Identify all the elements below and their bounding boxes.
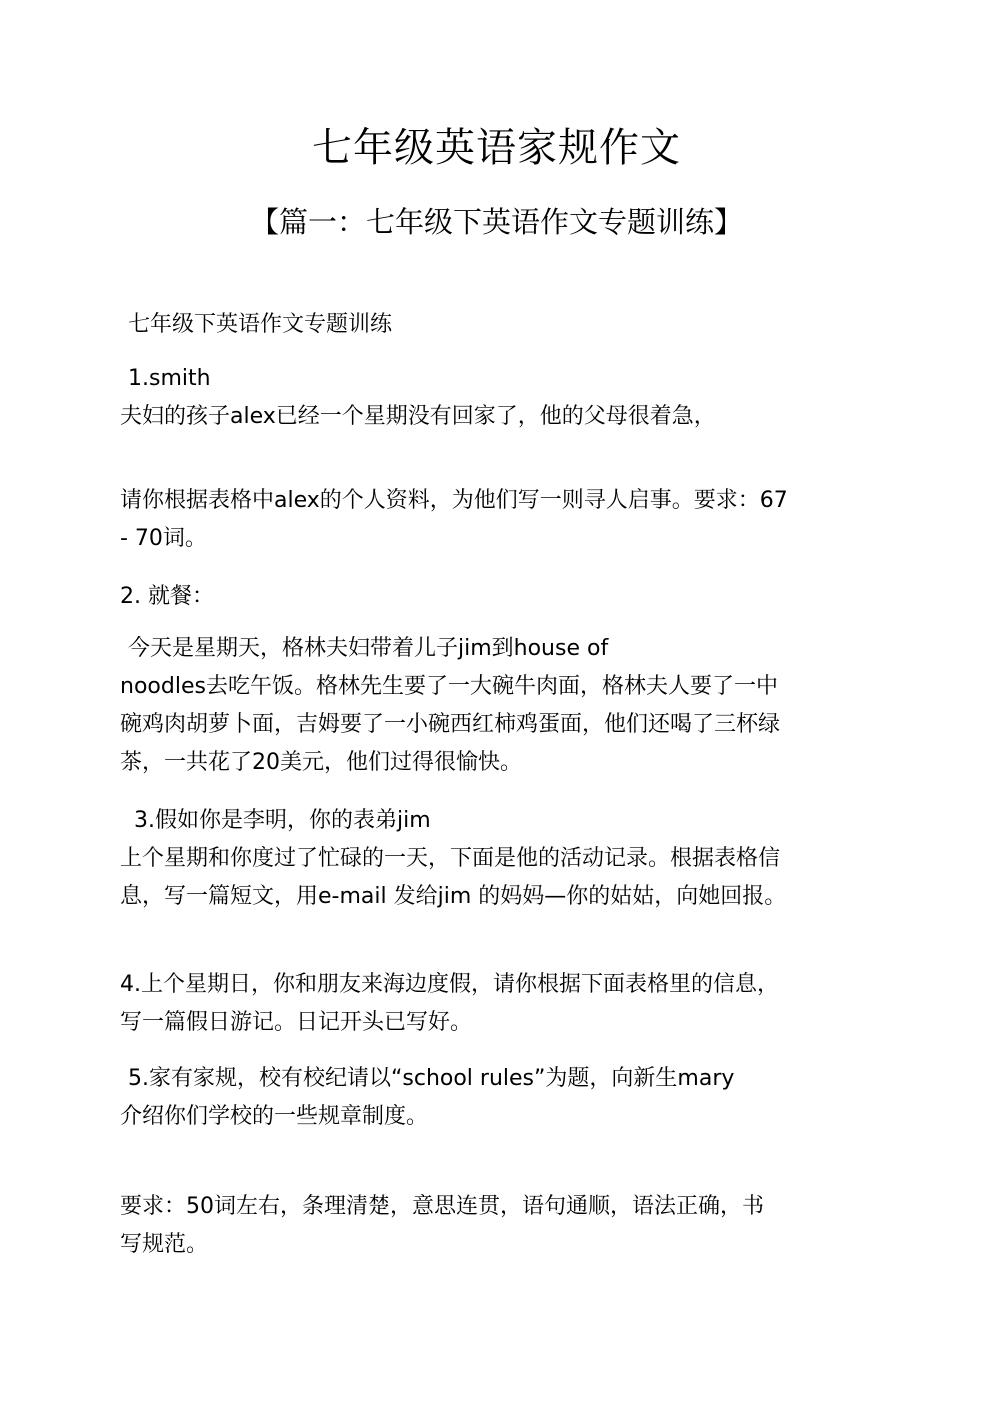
requirement-line-2: 写规范。: [120, 1232, 209, 1257]
item-3-line-1: 3.假如你是李明，你的表弟jim: [134, 808, 431, 833]
item-3-line-2: 上个星期和你度过了忙碌的一天，下面是他的活动记录。根据表格信: [120, 846, 781, 871]
item-1-line-2: 夫妇的孩子alex已经一个星期没有回家了，他的父母很着急，: [120, 404, 716, 429]
requirement: [120, 1188, 880, 1264]
section-heading: 七年级下英语作文专题训练: [128, 312, 393, 337]
item-2-head: 2. 就餐：: [120, 584, 214, 609]
item-2-line-2: noodles去吃午饭。格林先生要了一大碗牛肉面，格林夫人要了一中: [120, 674, 778, 699]
document-title: 七年级英语家规作文: [312, 125, 681, 171]
item-5-line-2: 介绍你们学校的一些规章制度。: [120, 1104, 429, 1129]
requirement-line-1: 要求：50词左右，条理清楚，意思连贯，语句通顺，语法正确，书: [120, 1194, 764, 1219]
item-3-line-3: 息，写一篇短文，用e-mail 发给jim 的妈妈—你的姑姑，向她回报。: [120, 884, 787, 909]
item-5: [120, 1060, 880, 1136]
item-1-line-3: 请你根据表格中alex的个人资料，为他们写一则寻人启事。要求：67: [120, 488, 788, 513]
item-4-line-2: 写一篇假日游记。日记开头已写好。: [120, 1010, 473, 1035]
item-5-line-1: 5.家有家规，校有校纪请以“school rules”为题，向新生mary: [128, 1066, 735, 1091]
item-2-line-1: 今天是星期天，格林夫妇带着儿子jim到house of: [128, 636, 609, 661]
item-1-continued: [120, 482, 880, 558]
item-4: [120, 966, 880, 1042]
item-4-line-1: 4.上个星期日，你和朋友来海边度假，请你根据下面表格里的信息，: [120, 972, 779, 997]
item-1-line-1: 1.smith: [128, 366, 211, 391]
item-2-body: [120, 630, 880, 782]
section-heading-block: [120, 306, 880, 344]
section-subtitle: 【篇一：七年级下英语作文专题训练】: [249, 205, 743, 239]
item-2-line-3: 碗鸡肉胡萝卜面，吉姆要了一小碗西红柿鸡蛋面，他们还喝了三杯绿: [120, 712, 781, 737]
item-2-line-4: 茶，一共花了20美元，他们过得很愉快。: [120, 750, 522, 775]
item-1-line-4: - 70词。: [120, 526, 207, 551]
item-2: [120, 578, 880, 616]
item-1: [120, 360, 880, 436]
item-3: [120, 802, 880, 916]
